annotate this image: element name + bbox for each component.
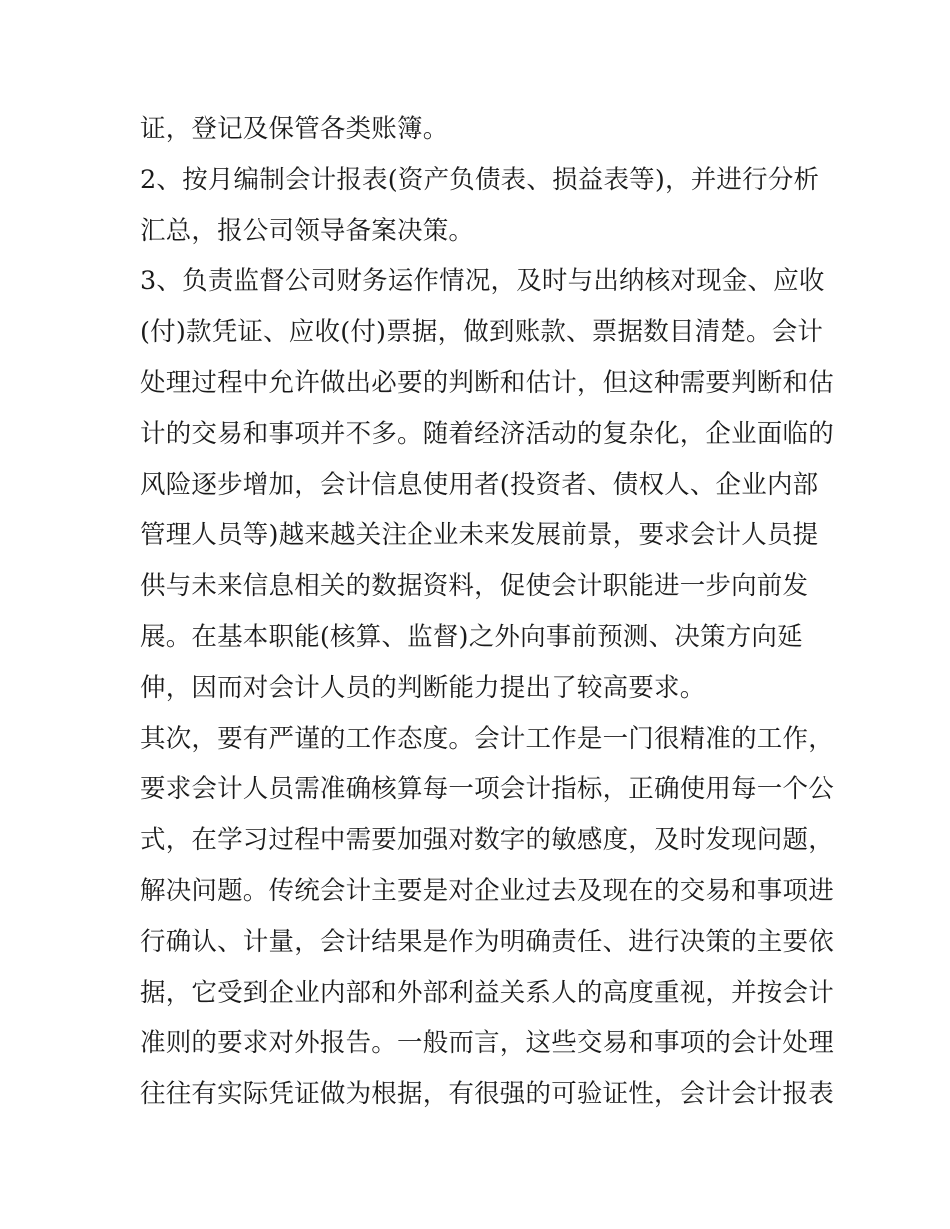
text-line-14: 要求会计人员需准确核算每一项会计指标，正确使用每一个公 <box>140 774 834 805</box>
text-line-5: (付)款凭证、应收(付)票据，做到账款、票据数目清楚。会计 <box>140 317 824 348</box>
text-line-4: 3、负责监督公司财务运作情况，及时与出纳核对现金、应收 <box>140 266 825 297</box>
text-line-7: 计的交易和事项并不多。随着经济活动的复杂化，企业面临的 <box>140 418 834 449</box>
text-line-17: 行确认、计量，会计结果是作为明确责任、进行决策的主要依 <box>140 926 834 957</box>
text-line-11: 展。在基本职能(核算、监督)之外向事前预测、决策方向延 <box>140 621 803 652</box>
text-line-1: 证，登记及保管各类账簿。 <box>140 114 449 144</box>
text-line-2: 2、按月编制会计报表(资产负债表、损益表等)，并进行分析 <box>140 164 820 195</box>
text-line-15: 式，在学习过程中需要加强对数字的敏感度，及时发现问题， <box>140 825 834 856</box>
text-line-12: 伸，因而对会计人员的判断能力提出了较高要求。 <box>140 672 706 703</box>
text-line-6: 处理过程中允许做出必要的判断和估计，但这种需要判断和估 <box>140 367 834 398</box>
text-line-9: 管理人员等)越来越关注企业未来发展前景，要求会计人员提 <box>140 520 819 551</box>
text-line-10: 供与未来信息相关的数据资料，促使会计职能进一步向前发 <box>140 571 809 602</box>
text-line-8: 风险逐步增加，会计信息使用者(投资者、债权人、企业内部 <box>140 469 819 500</box>
text-line-3: 汇总，报公司领导备案决策。 <box>140 215 475 246</box>
text-line-20: 往往有实际凭证做为根据，有很强的可验证性，会计会计报表 <box>140 1079 834 1110</box>
text-line-19: 准则的要求对外报告。一般而言，这些交易和事项的会计处理 <box>140 1028 834 1059</box>
text-line-18: 据，它受到企业内部和外部利益关系人的高度重视，并按会计 <box>140 977 834 1008</box>
document-body-text <box>140 104 834 1120</box>
text-line-16: 解决问题。传统会计主要是对企业过去及现在的交易和事项进 <box>140 875 834 906</box>
text-line-13: 其次，要有严谨的工作态度。会计工作是一门很精准的工作， <box>140 723 834 754</box>
